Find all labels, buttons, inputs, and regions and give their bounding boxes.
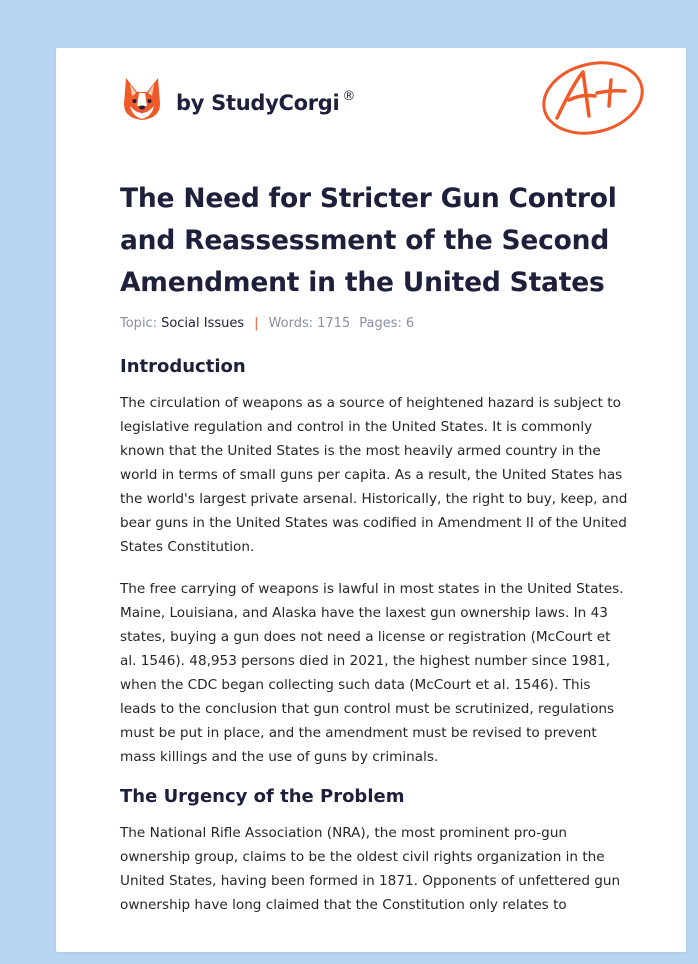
- meta-separator: |: [254, 316, 259, 331]
- section-heading-introduction: Introduction: [120, 356, 246, 377]
- paragraph: The free carrying of weapons is lawful in most states in the United States. Maine, Louisiana, and Alaska have the laxest gun ownership laws. In 43 states, buying a gun does not need a license or registration (McCourt et al. 1546). 48,953 persons died in 2021, the highest number since 1981, when the CDC began collecting such data (McCourt et al. 1546). This leads to the conclusion that gun control must be scrutinized, regulations must be put in place, and the amendment must be revised to prevent mass killings and the use of guns by criminals.: [120, 581, 624, 765]
- corgi-icon: [122, 76, 162, 122]
- paragraph: The circulation of weapons as a source of heightened hazard is subject to legislative regulation and control in the United States. It is commonly known that the United States is the most heavily armed country in the world in terms of small guns per capita. As a result, the United States has the world's largest private arsenal. Historically, the right to buy, keep, and bear guns in the United States was codified in Amendment II of the United States Constitution.: [120, 395, 628, 555]
- document-content: [120, 178, 630, 917]
- document-title: The Need for Stricter Gun Control and Reassessment of the Second Amendment in the United States: [120, 183, 617, 298]
- words-count: 1715: [317, 316, 351, 331]
- pages-count: 6: [405, 316, 415, 331]
- document-page: [56, 48, 686, 952]
- document-meta: [120, 316, 630, 331]
- section-heading-urgency: The Urgency of the Problem: [120, 786, 405, 807]
- a-plus-grade-icon: [537, 58, 649, 138]
- brand-name: by StudyCorgi ®: [176, 89, 356, 115]
- paragraph: The National Rifle Association (NRA), the most prominent pro-gun ownership group, claims to be the oldest civil rights organization in the United States, having been formed in 1871. Opponents of unfettered gun ownership have long claimed that the Constitution only relates to: [120, 825, 621, 913]
- topic-label: Topic:: [120, 316, 158, 331]
- pages-label: Pages:: [359, 316, 402, 331]
- words-label: Words:: [268, 316, 314, 331]
- studycorgi-logo[interactable]: [122, 76, 355, 122]
- topic-link[interactable]: Social Issues: [161, 316, 245, 331]
